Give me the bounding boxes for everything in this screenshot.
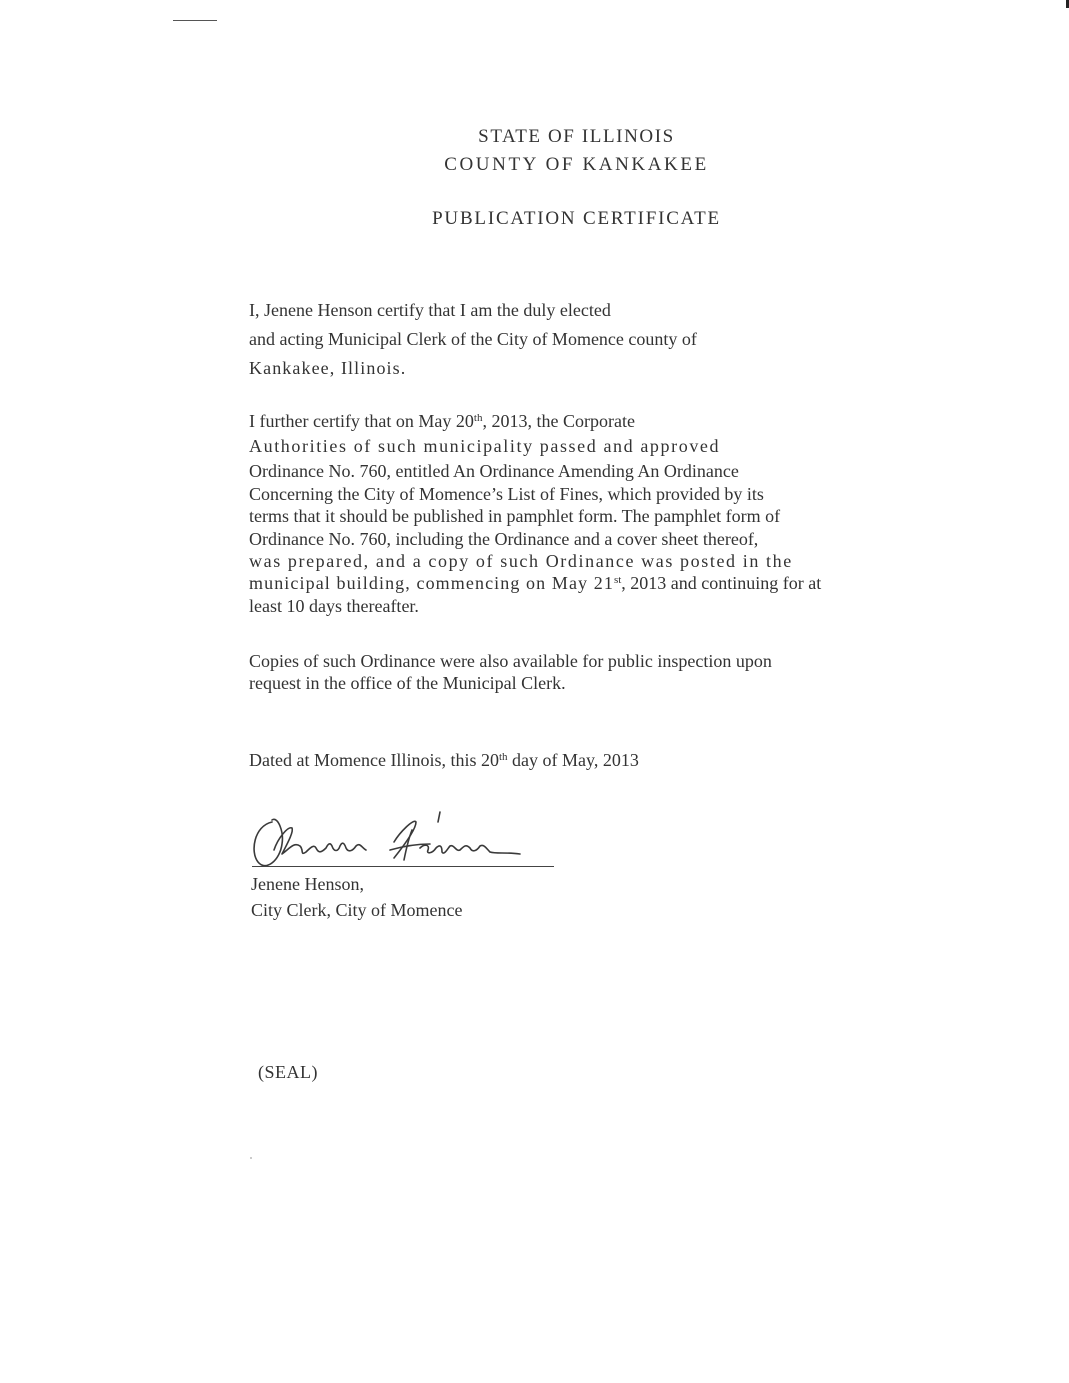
text-fragment: day of May, 2013 <box>507 750 639 770</box>
text-line <box>249 410 899 432</box>
signer-title: City Clerk, City of Momence <box>251 900 463 920</box>
text-line: terms that it should be published in pamphlet form. The pamphlet form of <box>249 506 781 527</box>
scan-speck <box>250 1157 252 1159</box>
text-line: Concerning the City of Momence’s List of Fines, which provided by its <box>249 483 764 504</box>
signer-name: Jenene Henson, <box>251 874 364 894</box>
text-fragment: , 2013 and continuing for at <box>621 573 822 594</box>
inspection-paragraph <box>249 650 899 695</box>
county-heading: COUNTY OF KANKAKEE <box>444 154 709 175</box>
ordinal-suffix: th <box>473 412 483 424</box>
signature-line <box>252 866 554 867</box>
text-line <box>249 572 899 594</box>
signer-block <box>251 871 462 923</box>
ordinal-suffix: th <box>498 751 508 763</box>
text-line: I, Jenene Henson certify that I am the duly elected <box>249 300 611 320</box>
text-line: and acting Municipal Clerk of the City of Momence county of <box>249 329 697 349</box>
certification-paragraph <box>249 296 899 383</box>
dated-line <box>249 749 899 771</box>
seal-label: (SEAL) <box>258 1062 318 1082</box>
text-line: Authorities of such municipality passed and approved <box>249 436 721 457</box>
handwritten-signature <box>244 808 564 874</box>
text-fragment: , 2013, the Corporate <box>482 411 635 431</box>
text-line: request in the office of the Municipal Clerk. <box>249 673 566 694</box>
document-title: PUBLICATION CERTIFICATE <box>432 208 721 229</box>
text-line: Copies of such Ordinance were also available for public inspection upon <box>249 651 772 671</box>
text-line <box>249 749 899 771</box>
text-line: Kankakee, Illinois. <box>249 358 407 378</box>
ordinal-suffix: st <box>613 574 622 587</box>
text-fragment: municipal building, commencing on May 21 <box>249 573 614 594</box>
ordinance-paragraph <box>249 410 899 617</box>
text-line: Ordinance No. 760, including the Ordinance and a cover sheet thereof, <box>249 528 759 549</box>
text-fragment: I further certify that on May 20 <box>249 411 474 431</box>
state-heading: STATE OF ILLINOIS <box>478 126 675 147</box>
text-line: least 10 days thereafter. <box>249 595 419 616</box>
text-line: was prepared, and a copy of such Ordinance was posted in the <box>249 550 793 571</box>
text-line: Ordinance No. 760, entitled An Ordinance Amending An Ordinance <box>249 461 739 482</box>
text-fragment: Dated at Momence Illinois, this 20 <box>249 750 499 770</box>
scan-mark <box>173 20 217 21</box>
